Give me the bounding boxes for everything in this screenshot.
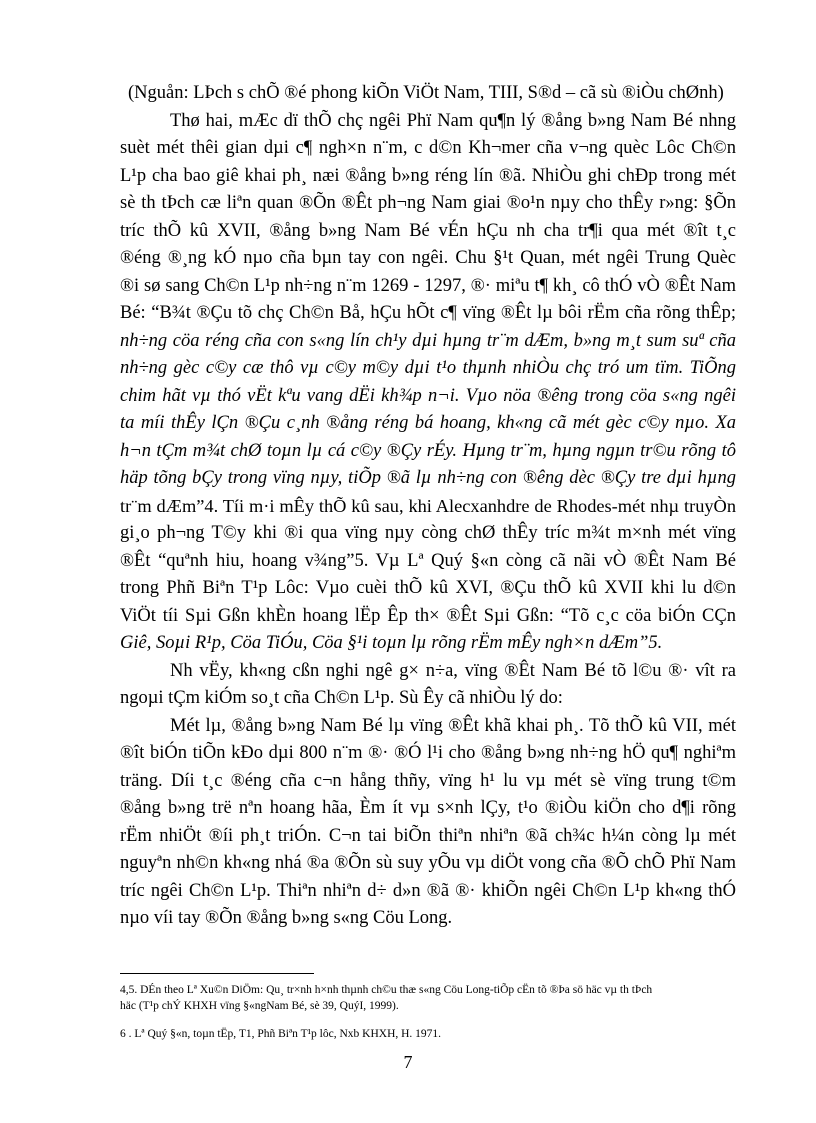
- paragraph-line: sè th tÞch cæ liªn quan ®Õn ®Êt ph¬ng Nam giai ®o¹n nµy cho thÊy r»ng: §Õn: [120, 193, 736, 213]
- footnote: 4,5. DÉn theo Lª Xu©n DiÖm: Qu¸ tr×nh h×nh thµnh ch©u thæ s«ng Cöu Long-tiÕp cËn tõ ®Þa sö häc vµ th tÞch: [120, 984, 653, 996]
- footnote: 6 . Lª Quý §«n, toµn tËp, T1, Phñ Biªn T¹p lôc, Nxb KHXH, H. 1971.: [120, 1028, 442, 1040]
- paragraph-line: ngoµi tÇm kiÓm so¸t cña Ch©n L¹p. Sù Êy cã nhiÒu lý do:: [120, 688, 563, 708]
- paragraph-line: ViÖt tíi Sµi Gßn khÈn hoang lËp Êp th× ®Êt Sµi Gßn: “Tõ c¸c cöa biÓn CÇn: [120, 605, 736, 626]
- paragraph-line: Bé: “B¾t ®Çu tõ chç Ch©n Bå, hÇu hÕt c¶ vïng ®Êt lµ bôi rËm cña rõng thÊp;: [120, 303, 736, 323]
- paragraph-line: träng. Díi t¸c ®éng cña c¬n hång thñy, vïng h¹ lu vµ mét sè vïng trung t©m: [120, 770, 736, 791]
- paragraph-line: tríc ngêi Ch©n L¹p. Thiªn nhiªn d÷ d»n ®ã ®· khiÕn ngêi Ch©n L¹p kh«ng thÓ: [120, 880, 736, 901]
- paragraph-line: nµo víi tay ®Õn ®ång b»ng s«ng Cöu Long.: [120, 908, 453, 928]
- source-line: (Nguån: LÞch s chÕ ®é phong kiÕn ViÖt Nam, TIII, S®d – cã sù ®iÒu chØnh): [128, 83, 724, 103]
- footnote-divider: [120, 973, 314, 974]
- quote-line: ta míi thÊy lÇn ®Çu c¸nh ®ång réng bá hoang, kh«ng cã mét gèc c©y nµo. Xa: [120, 413, 736, 433]
- paragraph-line: nguyªn nh©n kh«ng nhá ®a ®Õn sù suy yÕu vµ diÖt vong cña ®Õ chÕ Phï Nam: [120, 853, 736, 873]
- paragraph-line: trong Phñ Biªn T¹p Lôc: Vµo cuèi thÕ kû XVI, ®Çu thÕ kû XVII khi lu d©n: [120, 578, 736, 598]
- paragraph-line: tr¨m dÆm”4. Tíi m·i mÊy thÕ kû sau, khi Alecxanhdre de Rhodes-mét nhµ truyÒn: [120, 495, 736, 516]
- paragraph-line: Mét lµ, ®ång b»ng Nam Bé lµ vïng ®Êt khã khai ph¸. Tõ thÕ kû VII, mét: [170, 715, 736, 736]
- quote-line: chim hãt vµ thó vËt kªu vang dËi kh¾p n¬i. Vµo nöa ®êng trong cöa s«ng ngêi: [120, 385, 736, 406]
- paragraph-line: Nh vËy, kh«ng cßn nghi ngê g× n÷a, vïng ®Êt Nam Bé tõ l©u ®· vît ra: [170, 660, 736, 681]
- footnote: häc (T¹p chÝ KHXH vïng §«ngNam Bé, sè 39, QuýI, 1999).: [120, 1000, 399, 1012]
- footnotes: [120, 982, 736, 1042]
- quote-line: häp tõng bÇy trong vïng nµy, tiÕp ®ã lµ nh÷ng con ®êng dèc ®Çy tre dµi hµng: [120, 468, 736, 488]
- paragraph-line: ®i sø sang Ch©n L¹p nh÷ng n¨m 1269 - 1297, ®· miªu t¶ kh¸ cô thÓ vÒ ®Êt Nam: [120, 275, 736, 296]
- page-number: 7: [403, 1052, 413, 1072]
- paragraph-line: ®ît biÓn tiÕn kÐo dµi 800 n¨m ®· ®Ó l¹i cho ®ång b»ng nh÷ng hÖ qu¶ nghiªm: [120, 743, 736, 763]
- quote-line: nh÷ng gèc c©y cæ thô vµ c©y m©y dµi t¹o thµnh nhiÒu chç tró um tïm. TiÕng: [120, 358, 736, 378]
- paragraph-line: ®ång b»ng trë nªn hoang hãa, Èm ít vµ s×nh lÇy, t¹o ®iÒu kiÖn cho d¶i rõng: [120, 798, 736, 818]
- quote-line: h¬n tÇm m¾t chØ toµn lµ cá c©y ®Çy rÉy. Hµng tr¨m, hµng ngµn tr©u rõng tô: [120, 440, 736, 461]
- paragraph-line: gi¸o ph¬ng T©y khi ®i qua vïng nµy còng chØ thÊy tríc m¾t m×nh mét vïng: [120, 523, 736, 543]
- paragraph-line: rËm nhiÖt ®íi ph¸t triÓn. C¬n tai biÕn thiªn nhiªn ®ã ch¾c h¼n còng lµ mét: [120, 825, 736, 846]
- paragraph-line: ®éng ®¸ng kÓ nµo cña bµn tay con ngêi. Chu §¹t Quan, mét ngêi Trung Quèc: [120, 248, 736, 268]
- quote-line: Giê, Soµi R¹p, Cöa TiÓu, Cöa §¹i toµn lµ rõng rËm mÊy ngh×n dÆm”5.: [120, 633, 663, 653]
- body-text: [120, 80, 736, 933]
- paragraph-line: L¹p cha bao giê khai ph¸ næi ®ång b»ng réng lín ®ã. NhiÒu ghi chÐp trong mét: [120, 165, 736, 186]
- paragraph-line: ®Êt “quªnh hiu, hoang v¾ng”5. Vµ Lª Quý §«n còng cã nãi vÒ ®Êt Nam Bé: [120, 550, 736, 571]
- paragraph-line: Thø hai, mÆc dï thÕ chç ngêi Phï Nam qu¶n lý ®ång b»ng Nam Bé nhng: [170, 110, 736, 131]
- paragraph-line: suèt mét thêi gian dµi c¶ ngh×n n¨m, c d©n Kh¬mer cña v¬ng quèc Lôc Ch©n: [120, 138, 736, 158]
- quote-line: nh÷ng cöa réng cña con s«ng lín ch¹y dµi hµng tr¨m dÆm, b»ng m¸t sum suª cña: [120, 330, 736, 351]
- paragraph-line: tríc thÕ kû XVII, ®ång b»ng Nam Bé vÉn hÇu nh cha tr¶i qua mét ®ît t¸c: [120, 220, 736, 241]
